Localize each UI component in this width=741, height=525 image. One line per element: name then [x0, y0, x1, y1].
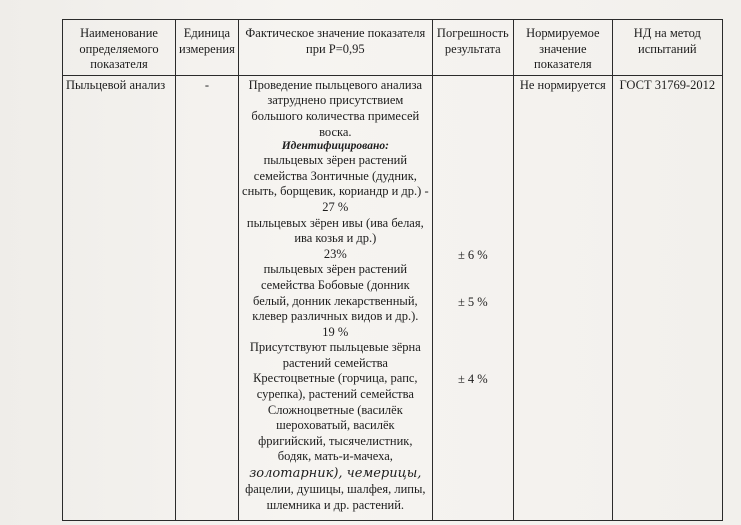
- results-table: [62, 19, 723, 521]
- actual-tail-text: фацелии, душицы, шалфея, липы, шлемника и др. растений.: [245, 482, 426, 512]
- header-method: НД на метод испытаний: [612, 20, 722, 76]
- header-norm: Нормируемое значение показателя: [513, 20, 612, 76]
- header-error: Погрешность результата: [432, 20, 513, 76]
- cell-norm: Не нормируется: [513, 75, 612, 520]
- actual-item-umbelliferae: пыльцевых зёрен растений семейства Зонтичные (дудник, сныть, борщевик, кориандр и др.) - 27 %: [242, 153, 429, 214]
- actual-present-text: Присутствуют пыльцевые зёрна растений семейства Крестоцветные (горчица, рапс, сурепка), растений семейства Сложноцветные (василёк шероховатый, василёк фригийский, тысячелистник, бодяк, мать-и-мачеха,: [249, 340, 421, 464]
- actual-item-willow-value: 23%: [323, 246, 347, 261]
- header-actual-value: Фактическое значение показателя при Р=0,95: [238, 20, 432, 76]
- cell-method: ГОСТ 31769-2012: [612, 75, 722, 520]
- actual-item-willow: пыльцевых зёрен ивы (ива белая, ива козья и др.): [246, 215, 424, 246]
- cell-unit: -: [176, 75, 239, 520]
- actual-item-legumes: пыльцевых зёрен растений семейства Бобовые (донник белый, донник лекарственный, клевер различных видов и др.).: [252, 262, 419, 324]
- table-header-row: [63, 20, 723, 76]
- actual-item-legumes-value: 19 %: [322, 324, 349, 339]
- actual-handwritten-text: золотарник), чемерицы,: [249, 466, 422, 482]
- error-value-3: ± 4 %: [457, 371, 488, 386]
- cell-error: [432, 75, 513, 520]
- cell-actual-value: [238, 75, 432, 520]
- actual-intro: Проведение пыльцевого анализа затруднено присутствием большого количества примесей воска.: [248, 77, 423, 139]
- cell-indicator-name: Пыльцевой анализ: [63, 75, 176, 520]
- table-row: [63, 75, 723, 520]
- error-value-1: ± 6 %: [457, 247, 488, 262]
- header-indicator-name: Наименование определяемого показателя: [63, 20, 176, 76]
- error-value-2: ± 5 %: [457, 294, 488, 309]
- actual-identified-label: Идентифицировано:: [281, 140, 389, 153]
- header-unit: Единица измерения: [176, 20, 239, 76]
